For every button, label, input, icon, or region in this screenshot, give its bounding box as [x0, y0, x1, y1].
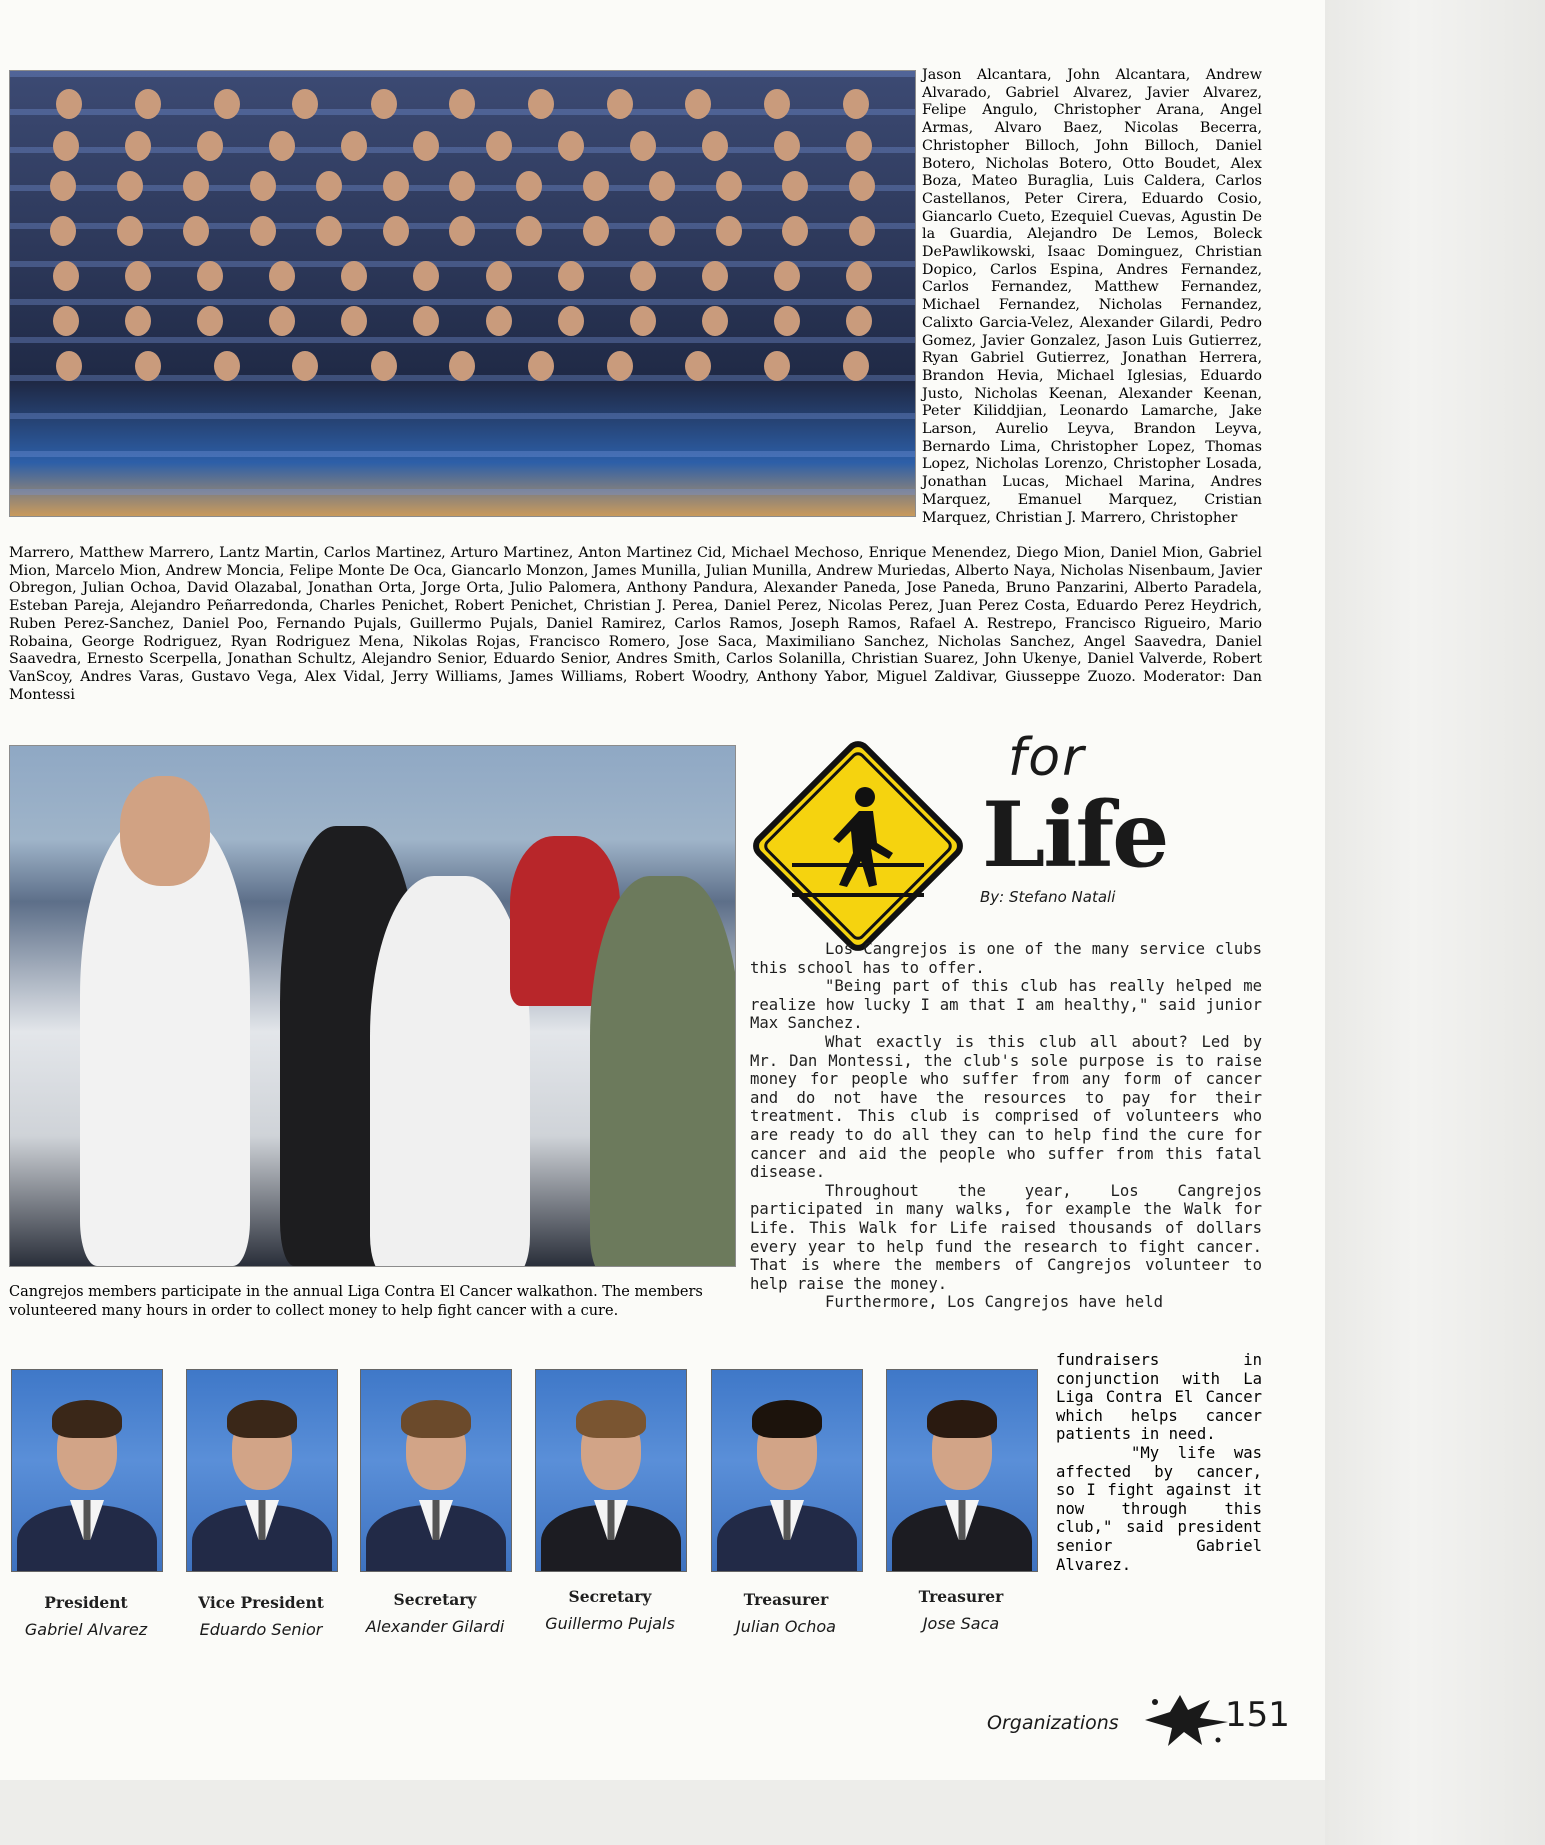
- pedestrian-crossing-sign-icon: [747, 735, 969, 957]
- officer-title: Secretary: [568, 1587, 652, 1606]
- head-row: [30, 89, 895, 119]
- scan-margin-bottom: [0, 1780, 1325, 1845]
- walkathon-photo: [9, 745, 736, 1267]
- member-names-right-column: Jason Alcantara, John Alcantara, Andrew Alvarado, Gabriel Alvarez, Javier Alvarez, Felipe Angulo, Christopher Arana, Angel Armas, Alvaro Baez, Nicolas Becerra, Christopher Billoch, John Billoch, Daniel Botero, Nicholas Botero, Otto Boudet, Alex Boza, Mateo Buraglia, Luis Caldera, Carlos Castellanos, Peter Cirera, Eduardo Cosio, Giancarlo Cueto, Ezequiel Cuevas, Agustin De la Guardia, Alejandro De Lemos, Boleck DePawlikowski, Isaac Dominguez, Christian Dopico, Carlos Espina, Andres Fernandez, Carlos Fernandez, Matthew Fernandez, Michael Fernandez, Nicholas Fernandez, Calixto Garcia-Velez, Alexander Gilardi, Pedro Gomez, Javier Gonzalez, Jason Luis Gutierrez, Ryan Gabriel Gutierrez, Jonathan Herrera, Brandon Hevia, Michael Iglesias, Eduardo Justo, Nicholas Keenan, Alexander Keenan, Peter Kiliddjian, Leonardo Lamarche, Jake Larson, Aurelio Leyva, Brandon Leyva, Bernardo Lima, Christopher Lopez, Thomas Lopez, Nicholas Lorenzo, Christopher Losada, Jonathan Lucas, Michael Marina, Andres Marquez, Emanuel Marquez, Cristian Marquez, Christian J. Marrero, Christopher: [922, 67, 1262, 526]
- title-for: for: [1008, 728, 1086, 788]
- officer-title: Treasurer: [918, 1587, 1004, 1606]
- officer-title: Vice President: [198, 1593, 324, 1612]
- article-body: [750, 940, 1262, 1312]
- head-row: [30, 216, 895, 246]
- member-names-full-width: Marrero, Matthew Marrero, Lantz Martin, Carlos Martinez, Arturo Martinez, Anton Martinez Cid, Michael Mechoso, Enrique Menendez, Diego Mion, Daniel Mion, Gabriel Mion, Marcelo Mion, Andrew Moncia, Felipe Monte De Oca, Giancarlo Monzon, James Munilla, Julian Munilla, Andrew Muriedas, Alberto Naya, Nicholas Nisenbaum, Javier Obregon, Julian Ochoa, David Olazabal, Jonathan Orta, Jorge Orta, Julio Palomera, Anthony Pandura, Alexander Paneda, Jose Paneda, Bruno Panzarini, Alberto Paradela, Esteban Pareja, Alejandro Peñarredonda, Charles Penichet, Robert Penichet, Christian J. Perea, Daniel Perez, Nicolas Perez, Juan Perez Costa, Eduardo Perez Heydrich, Ruben Perez-Sanchez, Daniel Poo, Fernando Pujals, Guillermo Pujals, Daniel Ramirez, Carlos Ramos, Joseph Ramos, Rafael A. Restrepo, Francisco Rigueiro, Mario Robaina, George Rodriguez, Ryan Rodriguez Mena, Nikolas Rojas, Francisco Romero, Jose Saca, Maximiliano Sanchez, Nicholas Sanchez, Angel Saavedra, Daniel Saavedra, Ernesto Scerpella, Jonathan Schultz, Alejandro Senior, Eduardo Senior, Andres Smith, Carlos Solanilla, Christian Suarez, John Ukenye, Daniel Valverde, Robert VanScoy, Andres Varas, Gustavo Vega, Alex Vidal, Jerry Williams, James Williams, Robert Woodry, Anthony Yabor, Miguel Zaldivar, Giusseppe Zuozo. Moderator: Dan Montessi: [9, 545, 1262, 703]
- head-row: [30, 131, 895, 161]
- article-paragraph: Los Cangrejos is one of the many service clubs this school has to offer.: [750, 940, 1262, 977]
- article-paragraph: What exactly is this club all about? Led by Mr. Dan Montessi, the club's sole purpose is to raise money for people who suffer from any form of cancer and do not have the resources to pay for their treatment. This club is comprised of volunteers who are ready to do all they can to help find the cure for cancer and aid the people who suffer from this fatal disease.: [750, 1032, 1262, 1182]
- article-paragraph: "My life was affected by cancer, so I fight against it now through this club," said president senior Gabriel Alvarez.: [1056, 1443, 1262, 1574]
- photo-caption: Cangrejos members participate in the annual Liga Contra El Cancer walkathon. The members volunteered many hours in order to collect money to help fight cancer with a cure.: [9, 1284, 703, 1319]
- title-life: Life: [982, 782, 1168, 888]
- officer-name: Julian Ochoa: [736, 1617, 836, 1636]
- officer-name: Alexander Gilardi: [365, 1617, 505, 1636]
- section-label: Organizations: [987, 1712, 1119, 1734]
- article-paragraph: Furthermore, Los Cangrejos have held: [825, 1293, 1163, 1312]
- group-photo: [9, 70, 916, 517]
- officer-name: Eduardo Senior: [199, 1620, 323, 1639]
- head-row: [30, 351, 895, 381]
- officer-portrait: [886, 1369, 1038, 1572]
- officer-portrait: [186, 1369, 338, 1572]
- article-paragraph: Throughout the year, Los Cangrejos participated in many walks, for example the Walk for Life. This Walk for Life raised thousands of dollars every year to help fund the research to fight cancer. That is where the members of Cangrejos volunteer to help raise the money.: [750, 1181, 1262, 1293]
- ink-splat-icon: [1140, 1690, 1230, 1750]
- officer-portrait: [711, 1369, 863, 1572]
- officer-title: President: [44, 1593, 128, 1612]
- head-row: [30, 306, 895, 336]
- head-row: [30, 171, 895, 201]
- head-row: [30, 261, 895, 291]
- page-number: 151: [1225, 1695, 1290, 1735]
- officer-name: Jose Saca: [922, 1614, 1000, 1633]
- officer-title: Treasurer: [743, 1590, 829, 1609]
- officer-portrait: [360, 1369, 512, 1572]
- scan-margin-right: [1325, 0, 1545, 1845]
- article-body-narrow: [1056, 1351, 1262, 1574]
- walker-head: [120, 776, 210, 886]
- officer-name: Guillermo Pujals: [545, 1614, 675, 1633]
- officer-title: Secretary: [393, 1590, 477, 1609]
- article-paragraph: fundraisers in conjunction with La Liga Contra El Cancer which helps cancer patients in need.: [1056, 1351, 1262, 1444]
- walker-figure: [590, 876, 736, 1267]
- officer-name: Gabriel Alvarez: [24, 1620, 148, 1639]
- byline: By: Stefano Natali: [980, 888, 1116, 906]
- officer-portrait: [11, 1369, 163, 1572]
- article-paragraph: "Being part of this club has really helped me realize how lucky I am that I am healthy," said junior Max Sanchez.: [750, 977, 1262, 1033]
- walker-figure: [370, 876, 530, 1267]
- officer-portrait: [535, 1369, 687, 1572]
